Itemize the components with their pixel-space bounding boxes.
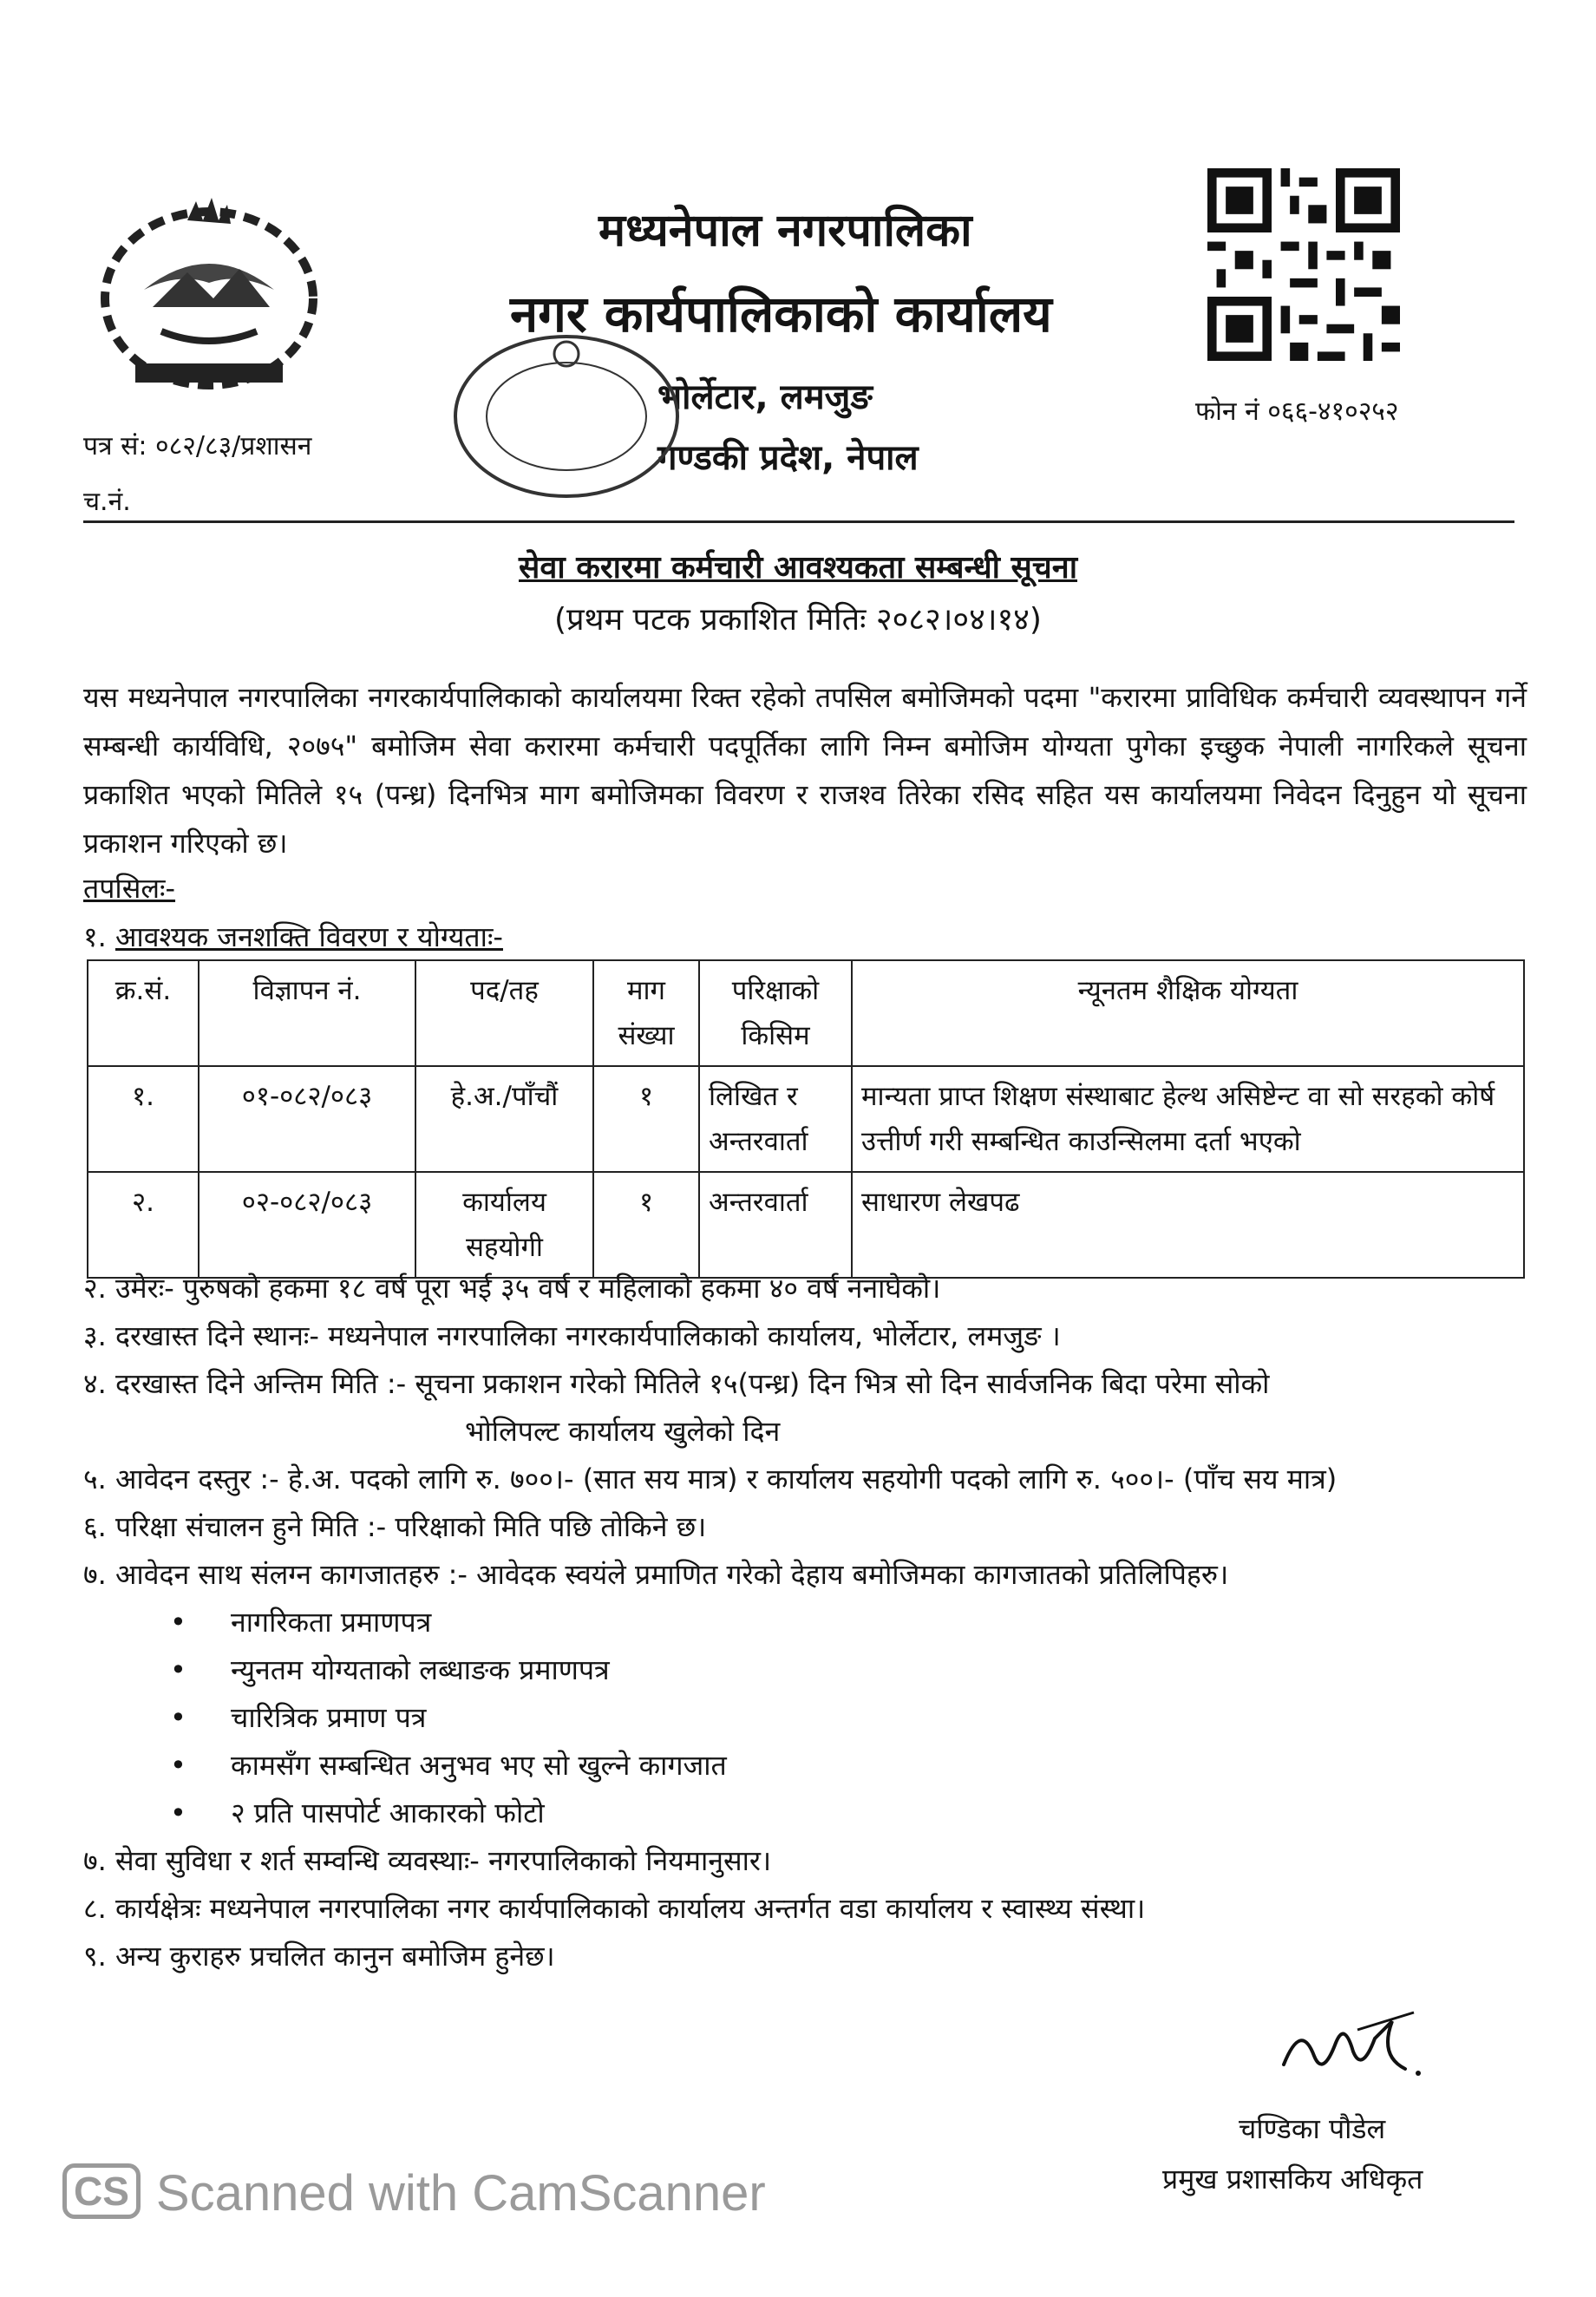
cell-exam-type: अन्तरवार्ता bbox=[699, 1172, 852, 1278]
exam-date: ६. परिक्षा संचालन हुने मिति :- परिक्षाको मिति पछि तोकिने छ। bbox=[83, 1510, 707, 1543]
document-item: • कामसँग सम्बन्धित अनुभव भए सो खुल्ने कागजात bbox=[83, 1742, 1558, 1790]
municipality-name: मध्यनेपाल नगरपालिका bbox=[598, 205, 972, 257]
notice-subject: सेवा करारमा कर्मचारी आवश्यकता सम्बन्धी सूचना bbox=[518, 550, 1078, 586]
application-place: ३. दरखास्त दिने स्थानः- मध्यनेपाल नगरपालिका नगरकार्यपालिकाको कार्यालय, भोर्लेटार, लमजुङ । bbox=[83, 1319, 1061, 1352]
publish-date: (प्रथम पटक प्रकाशित मितिः २०८२।०४।१४) bbox=[554, 602, 1042, 638]
header-divider bbox=[83, 520, 1514, 523]
cell-post: हे.अ./पाँचौं bbox=[415, 1066, 593, 1172]
camscanner-watermark: CS Scanned with CamScanner bbox=[62, 2163, 766, 2222]
cell-post: कार्यालय सहयोगी bbox=[415, 1172, 593, 1278]
other-matters: ९. अन्य कुराहरु प्रचलित कानुन बमोजिम हुनेछ। bbox=[83, 1940, 555, 1973]
phone-number: फोन नं ०६६-४१०२५२ bbox=[1195, 396, 1399, 427]
document-item: • न्युनतम योग्यताको लब्धाङक प्रमाणपत्र bbox=[83, 1646, 1558, 1694]
application-deadline-continued: भोलिपल्ट कार्यालय खुलेको दिन bbox=[465, 1415, 781, 1448]
signatory-name: चण्डिका पौडेल bbox=[1239, 2112, 1386, 2145]
service-conditions: ७. सेवा सुविधा र शर्त सम्वन्धि व्यवस्थाः- नगरपालिकाको नियमानुसार। bbox=[83, 1844, 772, 1877]
header-qualification: न्यूनतम शैक्षिक योग्यता bbox=[852, 960, 1524, 1066]
cell-qualification: साधारण लेखपढ bbox=[852, 1172, 1524, 1278]
reference-number: पत्र सं: ०८२/८३/प्रशासन bbox=[83, 431, 312, 461]
office-name: नगर कार्यपालिकाको कार्यालय bbox=[510, 285, 1052, 344]
application-deadline: ४. दरखास्त दिने अन्तिम मिति :- सूचना प्रकाशन गरेको मितिले १५(पन्ध्र) दिन भित्र सो दिन सार्वजनिक बिदा परेमा सोको bbox=[83, 1367, 1270, 1400]
header-adv-no: विज्ञापन नं. bbox=[199, 960, 415, 1066]
office-address: भोर्लेटार, लमजुङ bbox=[657, 377, 873, 417]
vacancy-table bbox=[87, 959, 1525, 1279]
intro-paragraph: यस मध्यनेपाल नगरपालिका नगरकार्यपालिकाको कार्यालयमा रिक्त रहेको तपसिल बमोजिमको पदमा "करारमा प्राविधिक कर्मचारी व्यवस्थापन गर्ने सम्बन्धी कार्यविधि, २०७५" बमोजिम सेवा करारमा कर्मचारी पदपूर्तिका लागि निम्न बमोजिम योग्यता पुगेका इच्छुक नेपाली नागरिकले सूचना प्रकाशित भएको मितिले १५ (पन्ध्र) दिनभित्र माग बमोजिमका विवरण र राजश्व तिरेका रसिद सहित यस कार्यालयमा निवेदन दिनुहुन यो सूचना प्रकाशन गरिएको छ। bbox=[83, 681, 1527, 860]
qr-code bbox=[1207, 168, 1400, 361]
table-row bbox=[88, 1172, 1524, 1278]
office-stamp bbox=[441, 330, 692, 520]
cell-adv-no: ०२-०८२/०८३ bbox=[199, 1172, 415, 1278]
cell-demand: १ bbox=[593, 1172, 699, 1278]
document-item: • नागरिकता प्रमाणपत्र bbox=[83, 1599, 1558, 1646]
workplace: ८. कार्यक्षेत्रः मध्यनेपाल नगरपालिका नगर कार्यपालिकाको कार्यालय अन्तर्गत वडा कार्यालय र स्वास्थ्य संस्था। bbox=[83, 1892, 1146, 1925]
document-item: • चारित्रिक प्रमाण पत्र bbox=[83, 1694, 1558, 1742]
nepal-emblem-logo bbox=[83, 186, 335, 394]
required-documents: ७. आवेदन साथ संलग्न कागजातहरु :- आवेदक स्वयंले प्रमाणित गरेको देहाय बमोजिमका कागजातको प्रतिलिपिहरु। bbox=[83, 1558, 1229, 1591]
table-header-row bbox=[88, 960, 1524, 1066]
header-demand: माग संख्या bbox=[593, 960, 699, 1066]
age-requirement: २. उमेरः- पुरुषको हकमा १८ वर्ष पूरा भई ३५ वर्ष र महिलाको हकमा ४० वर्ष ननाघेको। bbox=[83, 1272, 941, 1305]
cell-adv-no: ०१-०८२/०८३ bbox=[199, 1066, 415, 1172]
cell-sn: २. bbox=[88, 1172, 199, 1278]
cell-sn: १. bbox=[88, 1066, 199, 1172]
section-1-heading: १. आवश्यक जनशक्ति विवरण र योग्यताः- bbox=[83, 920, 503, 953]
header-post: पद/तह bbox=[415, 960, 593, 1066]
document-item: • २ प्रति पासपोर्ट आकारको फोटो bbox=[83, 1790, 1558, 1837]
office-province: गण्डकी प्रदेश, नेपाल bbox=[657, 438, 919, 478]
conditions-list bbox=[83, 1265, 1558, 1980]
dispatch-number: च.नं. bbox=[83, 487, 131, 517]
camscanner-logo-icon: CS bbox=[62, 2163, 141, 2219]
cell-demand: १ bbox=[593, 1066, 699, 1172]
table-row bbox=[88, 1066, 1524, 1172]
header-exam-type: परिक्षाको किसिम bbox=[699, 960, 852, 1066]
cell-qualification: मान्यता प्राप्त शिक्षण संस्थाबाट हेल्थ असिष्टेन्ट वा सो सरहको कोर्ष उत्तीर्ण गरी सम्बन्धित काउन्सिलमा दर्ता भएको bbox=[852, 1066, 1524, 1172]
application-fee: ५. आवेदन दस्तुर :- हे.अ. पदको लागि रु. ७००।- (सात सय मात्र) र कार्यालय सहयोगी पदको लागि रु. ५००।- (पाँच सय मात्र) bbox=[83, 1463, 1338, 1495]
handwritten-signature bbox=[1275, 2004, 1431, 2099]
header-sn: क्र.सं. bbox=[88, 960, 199, 1066]
details-heading: तपसिलः- bbox=[83, 872, 176, 905]
signatory-title: प्रमुख प्रशासकिय अधिकृत bbox=[1162, 2163, 1423, 2196]
cell-exam-type: लिखित र अन्तरवार्ता bbox=[699, 1066, 852, 1172]
